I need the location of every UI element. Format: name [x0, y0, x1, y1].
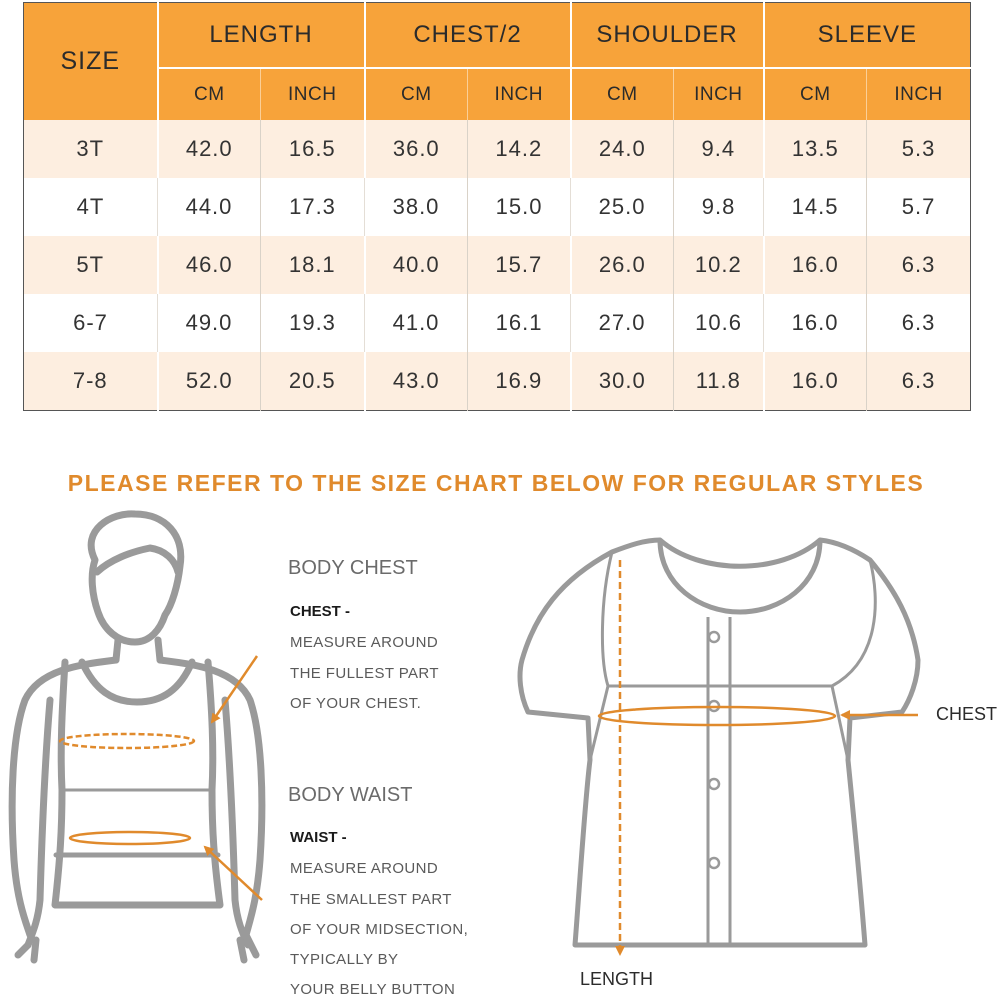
measurement-cell: 19.3: [261, 294, 365, 352]
measurement-cell: 44.0: [158, 178, 261, 236]
measurement-cell: 26.0: [571, 236, 674, 294]
measurement-cell: 16.0: [764, 236, 867, 294]
size-cell: 6-7: [24, 294, 158, 352]
measurement-cell: 6.3: [867, 294, 971, 352]
measurement-cell: 5.7: [867, 178, 971, 236]
body-chest-measure-line: [60, 734, 194, 748]
measurement-cell: 16.5: [261, 120, 365, 178]
measurement-cell: 27.0: [571, 294, 674, 352]
sleeve-group-header: SLEEVE: [764, 3, 971, 69]
measurement-cell: 36.0: [365, 120, 468, 178]
unit-header: CM: [764, 68, 867, 120]
measurement-cell: 17.3: [261, 178, 365, 236]
measurement-cell: 49.0: [158, 294, 261, 352]
unit-header: CM: [158, 68, 261, 120]
measurement-cell: 5.3: [867, 120, 971, 178]
body-figure: [12, 514, 262, 960]
body-chest-line: THE FULLEST PART: [290, 665, 439, 682]
measurement-cell: 16.0: [764, 294, 867, 352]
body-chest-line: OF YOUR CHEST.: [290, 695, 422, 712]
button-4: [709, 858, 719, 868]
table-row: [24, 352, 971, 411]
unit-header: INCH: [674, 68, 764, 120]
shirt-buttons: [709, 632, 719, 868]
measurement-cell: 10.2: [674, 236, 764, 294]
chest-group-header: CHEST/2: [365, 3, 571, 69]
button-3: [709, 779, 719, 789]
measurement-cell: 46.0: [158, 236, 261, 294]
table-row: [24, 120, 971, 178]
body-waist-line: YOUR BELLY BUTTON: [290, 981, 456, 998]
measurement-cell: 10.6: [674, 294, 764, 352]
shoulder-group-header: SHOULDER: [571, 3, 764, 69]
shirt-chest-label: CHEST: [936, 704, 998, 724]
body-waist-line: THE SMALLEST PART: [290, 891, 452, 908]
body-waist-label: WAIST -: [290, 829, 347, 846]
table-row: [24, 236, 971, 294]
unit-header: INCH: [261, 68, 365, 120]
measurement-cell: 14.5: [764, 178, 867, 236]
body-waist-line: TYPICALLY BY: [290, 951, 399, 968]
size-cell: 4T: [24, 178, 158, 236]
measurement-cell: 16.0: [764, 352, 867, 411]
length-group-header: LENGTH: [158, 3, 365, 69]
size-cell: 5T: [24, 236, 158, 294]
measurement-cell: 9.8: [674, 178, 764, 236]
size-chart-headline: PLEASE REFER TO THE SIZE CHART BELOW FOR REGULAR STYLES: [67, 470, 925, 496]
measurement-cell: 13.5: [764, 120, 867, 178]
table-row: [24, 178, 971, 236]
unit-header: CM: [365, 68, 468, 120]
shirt-length-label: LENGTH: [580, 969, 654, 989]
button-1: [709, 632, 719, 642]
measurement-cell: 30.0: [571, 352, 674, 411]
measurement-cell: 16.1: [468, 294, 571, 352]
measurement-cell: 6.3: [867, 236, 971, 294]
body-waist-measure-line: [70, 832, 190, 844]
measurement-cell: 24.0: [571, 120, 674, 178]
size-column-header: SIZE: [24, 3, 158, 121]
measurement-cell: 25.0: [571, 178, 674, 236]
body-waist-title: BODY WAIST: [288, 784, 413, 806]
measurement-cell: 15.7: [468, 236, 571, 294]
measurement-cell: 41.0: [365, 294, 468, 352]
measurement-cell: 18.1: [261, 236, 365, 294]
measurement-cell: 16.9: [468, 352, 571, 411]
unit-header: INCH: [867, 68, 971, 120]
measurement-cell: 6.3: [867, 352, 971, 411]
measurement-cell: 15.0: [468, 178, 571, 236]
unit-header: CM: [571, 68, 674, 120]
measurement-cell: 14.2: [468, 120, 571, 178]
measurement-cell: 40.0: [365, 236, 468, 294]
measurement-illustration: [0, 500, 1000, 999]
measurement-cell: 52.0: [158, 352, 261, 411]
body-chest-label: CHEST -: [290, 603, 350, 620]
size-table: [23, 2, 971, 411]
body-chest-title: BODY CHEST: [288, 557, 418, 579]
body-waist-line: MEASURE AROUND: [290, 860, 439, 877]
body-waist-line: OF YOUR MIDSECTION,: [290, 921, 469, 938]
size-cell: 7-8: [24, 352, 158, 411]
measurement-cell: 9.4: [674, 120, 764, 178]
measurement-cell: 43.0: [365, 352, 468, 411]
table-row: [24, 294, 971, 352]
size-cell: 3T: [24, 120, 158, 178]
body-chest-line: MEASURE AROUND: [290, 634, 439, 651]
shirt-figure: [520, 540, 918, 945]
measurement-cell: 38.0: [365, 178, 468, 236]
measurement-cell: 11.8: [674, 352, 764, 411]
measurement-cell: 42.0: [158, 120, 261, 178]
measurement-cell: 20.5: [261, 352, 365, 411]
unit-header: INCH: [468, 68, 571, 120]
